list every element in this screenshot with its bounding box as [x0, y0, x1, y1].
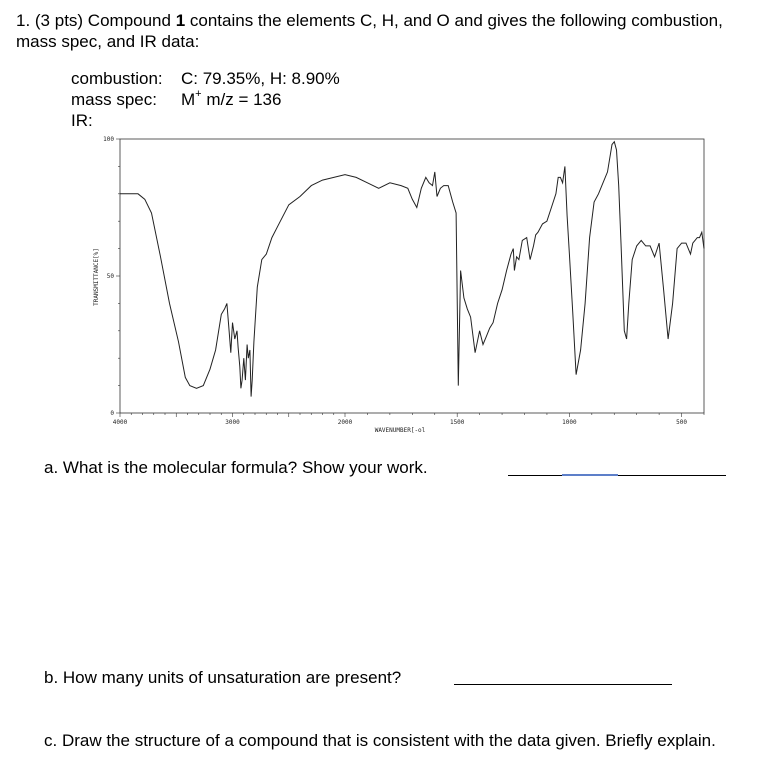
mass-spec-ion: M	[181, 90, 196, 109]
combustion-value: C: 79.35%, H: 8.90%	[181, 69, 340, 88]
plot-frame	[120, 139, 704, 413]
question-b: b. How many units of unsaturation are present?	[44, 668, 402, 687]
question-prefix: 1. (3 pts) Compound	[16, 11, 176, 30]
y-tick-label: 100	[103, 136, 114, 143]
y-tick-label: 50	[106, 273, 114, 280]
question-a: a. What is the molecular formula? Show your work.	[44, 458, 428, 477]
answer-line-b[interactable]	[454, 684, 672, 685]
compound-number: 1	[175, 11, 186, 30]
question-line-2: mass spec, and IR data:	[16, 32, 200, 51]
question-text: contains the elements C, H, and O and gives the following combustion,	[185, 11, 723, 30]
x-tick-label: 1000	[562, 419, 577, 426]
y-axis-ticks	[103, 136, 120, 417]
y-tick-label: 0	[110, 410, 114, 417]
mass-spec-mz: m/z = 136	[201, 90, 282, 109]
x-axis-label: WAVENUMBER[-ol	[374, 427, 426, 434]
answer-line-a-highlight	[562, 474, 618, 476]
x-tick-label: 4000	[112, 419, 128, 426]
y-axis-label: TRANSMITTANCE[%]	[93, 248, 100, 306]
mass-spec-charge: +	[195, 88, 202, 101]
question-c: c. Draw the structure of a compound that is consistent with the data given. Briefly explain.	[44, 731, 716, 750]
x-tick-label: 500	[676, 419, 687, 426]
x-tick-label: 3000	[225, 419, 240, 426]
x-tick-label: 1500	[449, 419, 465, 426]
ir-label: IR:	[71, 111, 93, 130]
x-tick-label: 2000	[337, 419, 353, 426]
x-axis-ticks	[113, 413, 704, 426]
mass-spec-label: mass spec:	[71, 90, 157, 109]
combustion-label: combustion:	[71, 69, 163, 88]
ir-trace-line	[120, 142, 704, 397]
